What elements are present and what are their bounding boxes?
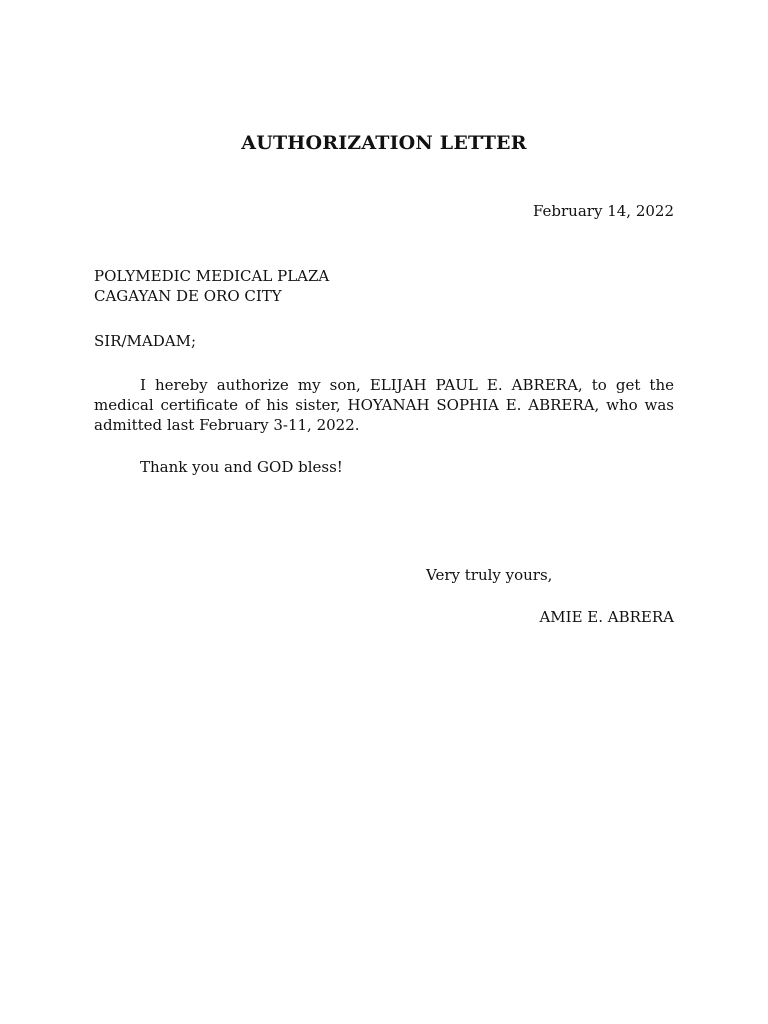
recipient-line-2: CAGAYAN DE ORO CITY <box>94 287 282 305</box>
signer-name: AMIE E. ABRERA <box>539 608 674 626</box>
letter-date: February 14, 2022 <box>532 202 674 220</box>
body-paragraph: I hereby authorize my son, ELIJAH PAUL E. ABRERA, to get the medical certificate of his sister, HOYANAH SOPHIA E. ABRERA, who was admitted last February 3-11, 2022. <box>94 376 674 434</box>
closing-line: Very truly yours, <box>426 566 553 584</box>
letter-title: AUTHORIZATION LETTER <box>241 132 527 154</box>
recipient-line-1: POLYMEDIC MEDICAL PLAZA <box>94 267 330 285</box>
thanks-line: Thank you and GOD bless! <box>140 458 343 476</box>
salutation: SIR/MADAM; <box>94 332 197 350</box>
recipient-address <box>94 266 329 306</box>
